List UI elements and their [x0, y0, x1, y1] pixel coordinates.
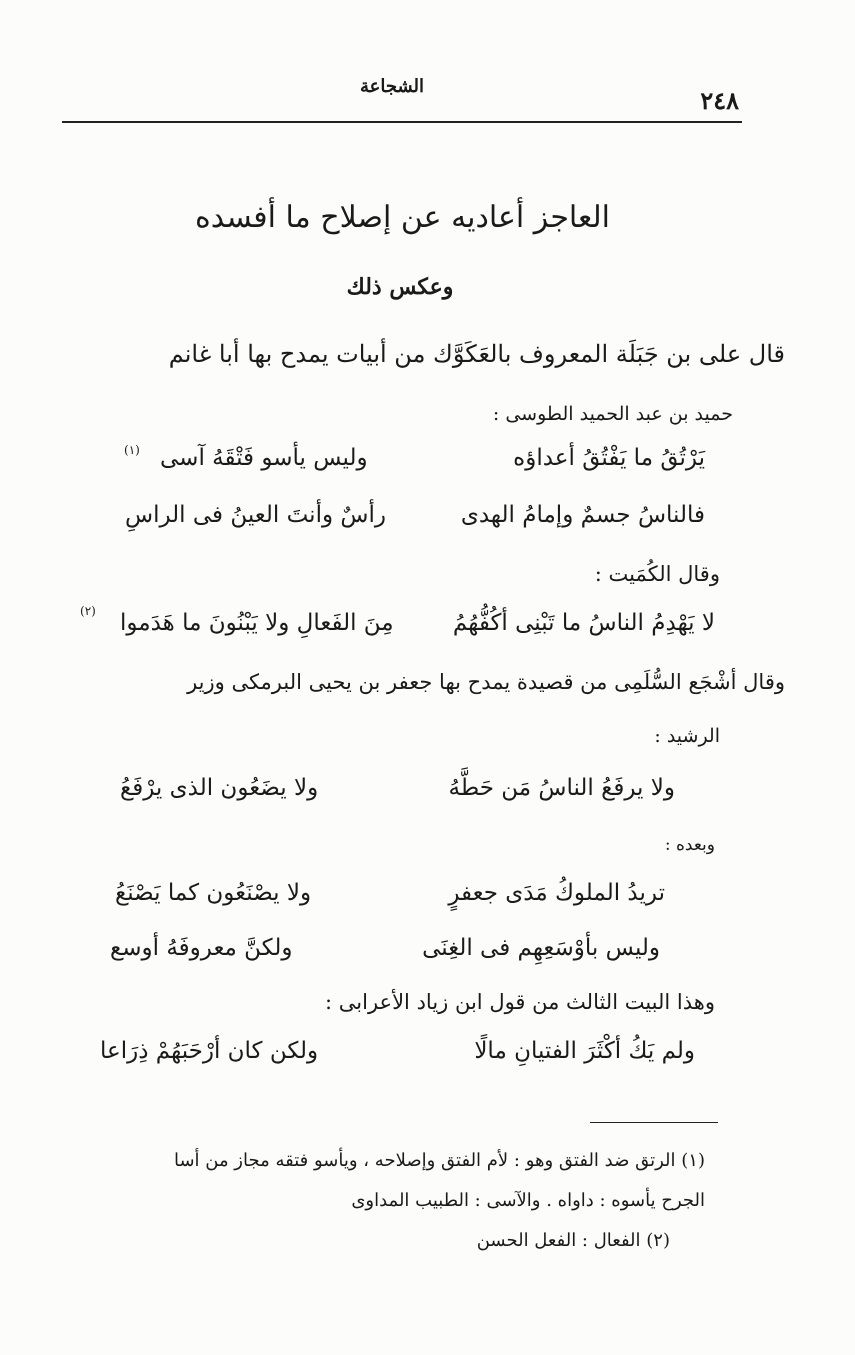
- verse-7-second-hemistich: ولكن كان أرْحَبَهُمْ ذِرَاعا: [100, 1038, 319, 1064]
- running-title: الشجاعة: [360, 76, 425, 97]
- footnote-1-line-1: (١) الرتق ضد الفتق وهو : لأم الفتق وإصلاحه ، ويأسو فتقه مجاز من أسا: [173, 1150, 705, 1171]
- verse-4-second-hemistich: ولا يضَعُون الذى يرْفَعُ: [120, 775, 319, 801]
- verse-3-second-hemistich: مِنَ الفَعالِ ولا يَبْنُونَ ما هَدَموا: [120, 610, 394, 636]
- intro-paragraph-1: قال على بن جَبَلَة المعروف بالعَكَوَّك من أبيات يمدح بها أبا غانم: [168, 340, 785, 368]
- verse-1-second-hemistich: وليس يأسو فَتْقَهُ آسى: [160, 445, 368, 471]
- page-number: ٢٤٨: [700, 86, 739, 115]
- verse-1-first-hemistich: يَرْتُقُ ما يَفْتُقُ أعداؤه: [513, 445, 705, 471]
- footnote-marker-1: (١): [124, 443, 140, 457]
- footnote-marker-2: (٢): [80, 604, 96, 618]
- intro-paragraph-3: وقال الكُمَيت :: [594, 562, 720, 586]
- intro-paragraph-2: حميد بن عبد الحميد الطوسى :: [492, 403, 733, 425]
- intro-paragraph-4: وقال أشْجَع السُّلَمِى من قصيدة يمدح بها جعفر بن يحيى البرمكى وزير: [187, 670, 785, 694]
- verse-2-first-hemistich: فالناسُ جسمٌ وإمامُ الهدى: [460, 502, 705, 528]
- verse-2-second-hemistich: رأسٌ وأنتَ العينُ فى الراسِ: [125, 502, 386, 528]
- intro-paragraph-6: وبعده :: [664, 835, 715, 855]
- verse-3-first-hemistich: لا يَهْدِمُ الناسُ ما تَبْنِى أكُفُّهُمُ: [452, 610, 715, 636]
- section-title: العاجز أعاديه عن إصلاح ما أفسده: [195, 200, 610, 235]
- intro-paragraph-7: وهذا البيت الثالث من قول ابن زياد الأعرابى :: [325, 990, 715, 1014]
- verse-7-first-hemistich: ولم يَكُ أكْثَرَ الفتيانِ مالًا: [474, 1038, 695, 1064]
- verse-4-first-hemistich: ولا يرفَعُ الناسُ مَن حَطَّهُ: [448, 775, 675, 801]
- footnote-1-line-2: الجرح يأسوه : داواه . والآسى : الطبيب المداوى: [351, 1190, 705, 1211]
- verse-6-second-hemistich: ولكنَّ معروفَهُ أوسع: [110, 935, 293, 961]
- header-rule: [62, 121, 742, 123]
- section-subtitle: وعكس ذلك: [346, 274, 454, 300]
- footnote-2: (٢) الفعال : الفعل الحسن: [476, 1230, 670, 1251]
- verse-5-first-hemistich: تريدُ الملوكُ مَدَى جعفرٍ: [448, 880, 665, 906]
- verse-6-first-hemistich: وليس بأوْسَعِهِم فى الغِنَى: [422, 935, 660, 961]
- intro-paragraph-5: الرشيد :: [654, 725, 720, 747]
- verse-5-second-hemistich: ولا يصْنَعُون كما يَصْنَعُ: [115, 880, 312, 906]
- footnote-rule: [590, 1122, 718, 1123]
